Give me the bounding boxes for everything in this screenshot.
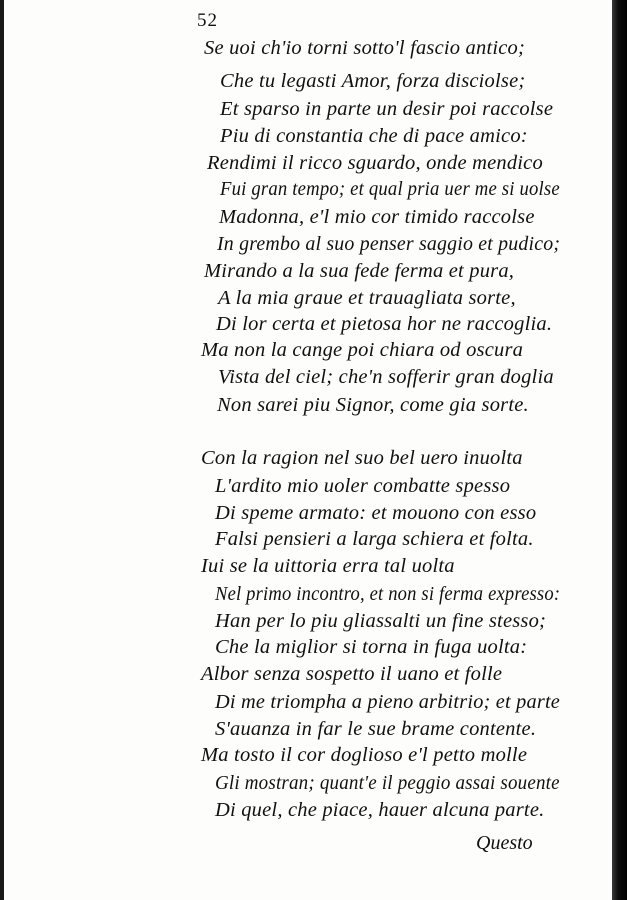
right-page-edge-shadow (612, 0, 627, 900)
page-number: 52 (197, 10, 218, 31)
verse-line: Rendimi il ricco sguardo, onde mendico (207, 152, 543, 174)
verse-line: Albor senza sospetto il uano et folle (201, 663, 503, 685)
verse-line: Gli mostran; quant'e il peggio assai souente (215, 772, 560, 794)
verse-line: Fui gran tempo; et qual pria uer me si uolse (220, 178, 560, 200)
catchword: Questo (476, 832, 533, 854)
verse-line: Iui se la uittoria erra tal uolta (201, 555, 455, 577)
verse-line: Piu di constantia che di pace amico: (220, 125, 528, 147)
verse-line: Che la miglior si torna in fuga uolta: (215, 636, 528, 658)
verse-line: Han per lo piu gliassalti un fine stesso; (215, 610, 547, 632)
verse-line: L'ardito mio uoler combatte spesso (215, 475, 511, 497)
verse-line: Ma tosto il cor doglioso e'l petto molle (201, 744, 528, 766)
verse-line: Madonna, e'l mio cor timido raccolse (219, 206, 535, 228)
verse-line: Et sparso in parte un desir poi raccolse (220, 98, 554, 120)
verse-line: Non sarei piu Signor, come gia sorte. (217, 394, 529, 416)
verse-line: Di speme armato: et mouono con esso (215, 502, 537, 524)
verse-line: Con la ragion nel suo bel uero inuolta (201, 447, 523, 469)
verse-line: Di me triompha a pieno arbitrio; et parte (215, 691, 561, 713)
verse-line: Se uoi ch'io torni sotto'l fascio antico; (204, 37, 526, 59)
verse-line: Falsi pensieri a larga schiera et folta. (215, 528, 534, 550)
verse-line: Di quel, che piace, hauer alcuna parte. (215, 799, 545, 821)
verse-line: Nel primo incontro, et non si ferma expresso: (215, 583, 561, 605)
verse-line: In grembo al suo penser saggio et pudico; (217, 233, 561, 255)
verse-line: Ma non la cange poi chiara od oscura (201, 339, 524, 361)
verse-line: A la mia graue et trauagliata sorte, (218, 287, 516, 309)
verse-line: Mirando a la sua fede ferma et pura, (204, 260, 515, 282)
verse-line: Che tu legasti Amor, forza disciolse; (220, 70, 526, 92)
left-page-edge-shadow (0, 0, 4, 900)
verse-line: Di lor certa et pietosa hor ne raccoglia. (216, 313, 553, 335)
verse-line: S'auanza in far le sue brame contente. (215, 718, 537, 740)
verse-line: Vista del ciel; che'n sofferir gran doglia (218, 366, 554, 388)
